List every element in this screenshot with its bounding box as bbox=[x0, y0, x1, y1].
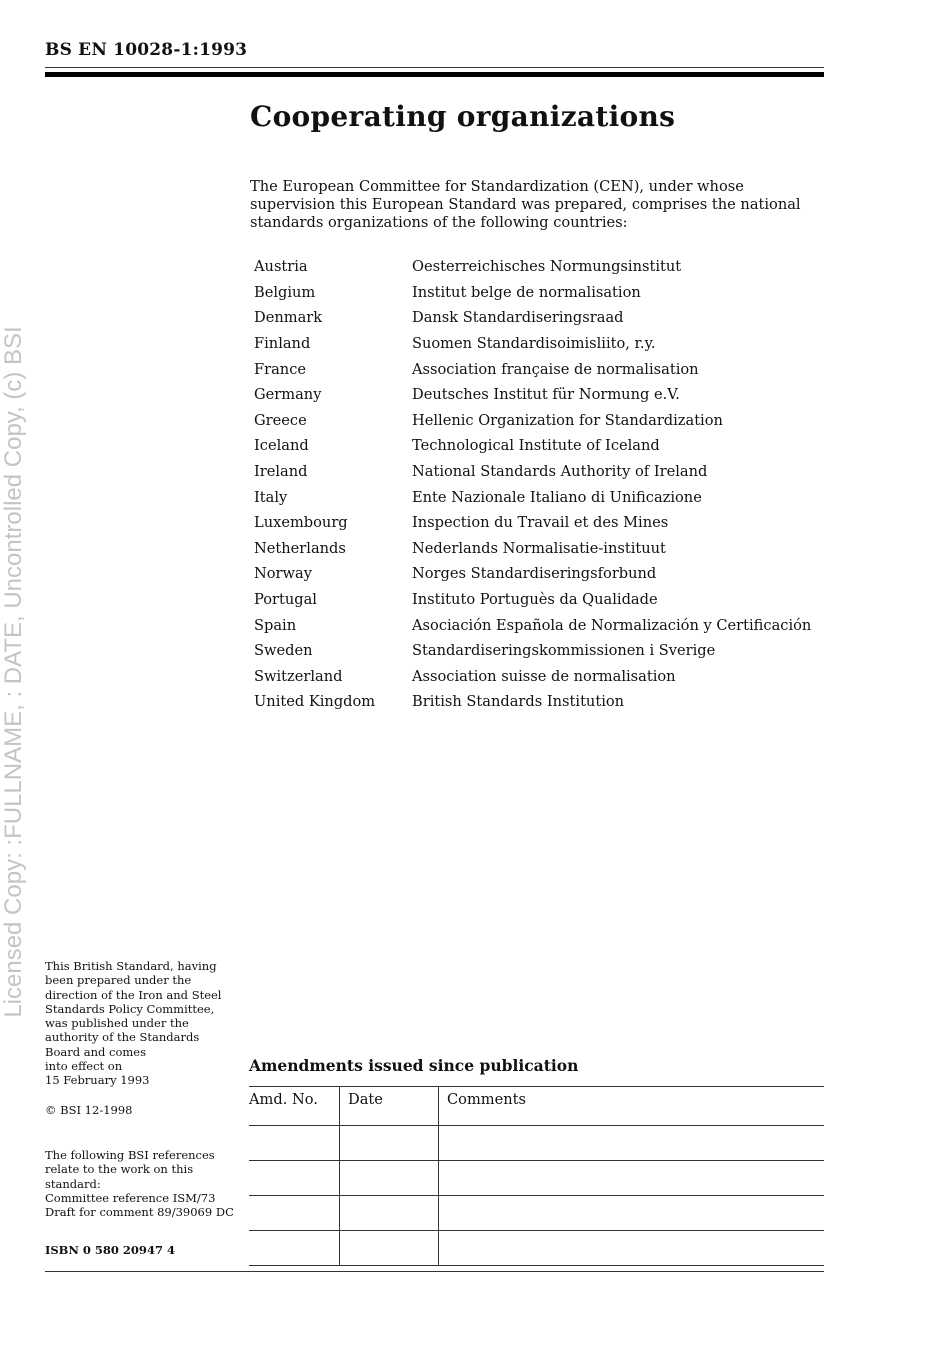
amendment-cell bbox=[439, 1126, 825, 1161]
country-name: Spain bbox=[254, 616, 297, 634]
country-name: Iceland bbox=[254, 437, 309, 455]
standards-body-name: Norges Standardiseringsforbund bbox=[412, 565, 657, 583]
country-name: Luxembourg bbox=[254, 514, 348, 532]
country-name: United Kingdom bbox=[254, 693, 376, 711]
intro-paragraph: The European Committee for Standardization (CEN), under whose supervision this European Standard was prepared, comprises the national standards organizations of the following countries: bbox=[250, 178, 801, 231]
footer-rule bbox=[45, 1271, 824, 1272]
page-title: Cooperating organizations bbox=[250, 100, 676, 133]
amendment-cell bbox=[340, 1231, 439, 1266]
column-header-date: Date bbox=[340, 1087, 439, 1126]
country-name: France bbox=[254, 360, 307, 378]
country-name: Ireland bbox=[254, 463, 308, 481]
standards-body-name: Oesterreichisches Normungsinstitut bbox=[412, 258, 682, 276]
table-row bbox=[250, 331, 815, 357]
standards-body-name: Asociación Española de Normalización y Certificación bbox=[412, 616, 812, 634]
publication-note-line: into effect on bbox=[45, 1059, 123, 1074]
bsi-references bbox=[45, 1148, 235, 1219]
country-name: Greece bbox=[254, 411, 307, 429]
country-name: Netherlands bbox=[254, 539, 346, 557]
references-line: standard: bbox=[45, 1176, 101, 1191]
amendment-cell bbox=[340, 1126, 439, 1161]
amendment-cell bbox=[249, 1231, 340, 1266]
standards-body-name: Deutsches Institut für Normung e.V. bbox=[412, 386, 680, 404]
publication-note-line: was published under the bbox=[45, 1016, 189, 1031]
standards-body-name: Technological Institute of Iceland bbox=[412, 437, 660, 455]
publication-note bbox=[45, 959, 235, 1088]
table-row bbox=[250, 587, 815, 613]
table-row bbox=[250, 356, 815, 382]
table-row bbox=[250, 689, 815, 715]
table-row bbox=[250, 305, 815, 331]
column-header-amd-no: Amd. No. bbox=[249, 1087, 340, 1126]
country-name: Finland bbox=[254, 335, 311, 353]
license-watermark: Licensed Copy: :FULLNAME, : DATE, Uncontrolled Copy, (c) BSI bbox=[0, 326, 27, 1018]
amendment-cell bbox=[340, 1196, 439, 1231]
standards-body-name: Nederlands Normalisatie-instituut bbox=[412, 539, 666, 557]
table-row bbox=[249, 1126, 824, 1161]
country-name: Sweden bbox=[254, 642, 313, 660]
references-line: relate to the work on this bbox=[45, 1162, 194, 1177]
amendments-rows bbox=[249, 1126, 824, 1266]
references-line: Committee reference ISM/73 bbox=[45, 1190, 216, 1205]
standards-body-name: Ente Nazionale Italiano di Unificazione bbox=[412, 488, 702, 506]
copyright-note: © BSI 12-1998 bbox=[45, 1103, 133, 1117]
amendment-cell bbox=[439, 1231, 825, 1266]
publication-note-line: direction of the Iron and Steel bbox=[45, 987, 222, 1002]
publication-note-line: 15 February 1993 bbox=[45, 1073, 150, 1088]
table-row bbox=[250, 561, 815, 587]
amendment-cell bbox=[249, 1161, 340, 1196]
header-rule-thin bbox=[45, 67, 824, 68]
table-row bbox=[250, 638, 815, 664]
amendments-header-row bbox=[249, 1087, 824, 1126]
isbn: ISBN 0 580 20947 4 bbox=[45, 1243, 175, 1257]
amendment-cell bbox=[439, 1196, 825, 1231]
country-name: Belgium bbox=[254, 283, 316, 301]
publication-note-line: Standards Policy Committee, bbox=[45, 1001, 215, 1016]
standards-body-name: Association française de normalisation bbox=[412, 360, 699, 378]
column-header-comments: Comments bbox=[439, 1087, 825, 1126]
table-row bbox=[249, 1161, 824, 1196]
publication-note-line: been prepared under the bbox=[45, 973, 192, 988]
table-row bbox=[249, 1231, 824, 1266]
references-line: Draft for comment 89/39069 DC bbox=[45, 1205, 234, 1220]
amendment-cell bbox=[249, 1126, 340, 1161]
standards-body-name: Standardiseringskommissionen i Sverige bbox=[412, 642, 716, 660]
amendment-cell bbox=[249, 1196, 340, 1231]
table-row bbox=[250, 510, 815, 536]
table-row bbox=[250, 382, 815, 408]
standards-body-name: Instituto Portuguès da Qualidade bbox=[412, 591, 658, 609]
standards-body-name: Institut belge de normalisation bbox=[412, 283, 641, 301]
table-row bbox=[250, 536, 815, 562]
country-name: Portugal bbox=[254, 591, 317, 609]
standards-body-name: Association suisse de normalisation bbox=[412, 667, 676, 685]
table-row bbox=[250, 664, 815, 690]
header-rule-thick bbox=[45, 72, 824, 77]
standards-body-name: National Standards Authority of Ireland bbox=[412, 463, 708, 481]
standards-body-name: Inspection du Travail et des Mines bbox=[412, 514, 669, 532]
amendment-cell bbox=[439, 1161, 825, 1196]
country-name: Italy bbox=[254, 488, 288, 506]
table-row bbox=[250, 612, 815, 638]
country-name: Norway bbox=[254, 565, 312, 583]
organizations-list bbox=[250, 254, 815, 715]
standards-body-name: Suomen Standardisoimisliito, r.y. bbox=[412, 335, 656, 353]
amendment-cell bbox=[340, 1161, 439, 1196]
standards-body-name: British Standards Institution bbox=[412, 693, 625, 711]
table-row bbox=[250, 254, 815, 280]
publication-note-line: This British Standard, having bbox=[45, 959, 217, 973]
country-name: Denmark bbox=[254, 309, 323, 327]
table-row bbox=[250, 280, 815, 306]
organizations-table bbox=[250, 254, 815, 715]
amendments-heading: Amendments issued since publication bbox=[249, 1056, 579, 1075]
amendments-table bbox=[249, 1086, 824, 1266]
country-name: Germany bbox=[254, 386, 322, 404]
publication-note-line: Board and comes bbox=[45, 1044, 147, 1059]
standards-body-name: Dansk Standardiseringsraad bbox=[412, 309, 624, 327]
country-name: Austria bbox=[254, 258, 308, 276]
country-name: Switzerland bbox=[254, 667, 343, 685]
table-row bbox=[249, 1196, 824, 1231]
standards-body-name: Hellenic Organization for Standardization bbox=[412, 411, 723, 429]
table-row bbox=[250, 484, 815, 510]
references-line: The following BSI references bbox=[45, 1148, 215, 1162]
publication-note-line: authority of the Standards bbox=[45, 1030, 200, 1045]
table-row bbox=[250, 408, 815, 434]
table-row bbox=[250, 433, 815, 459]
table-row bbox=[250, 459, 815, 485]
document-id: BS EN 10028-1:1993 bbox=[45, 40, 248, 60]
